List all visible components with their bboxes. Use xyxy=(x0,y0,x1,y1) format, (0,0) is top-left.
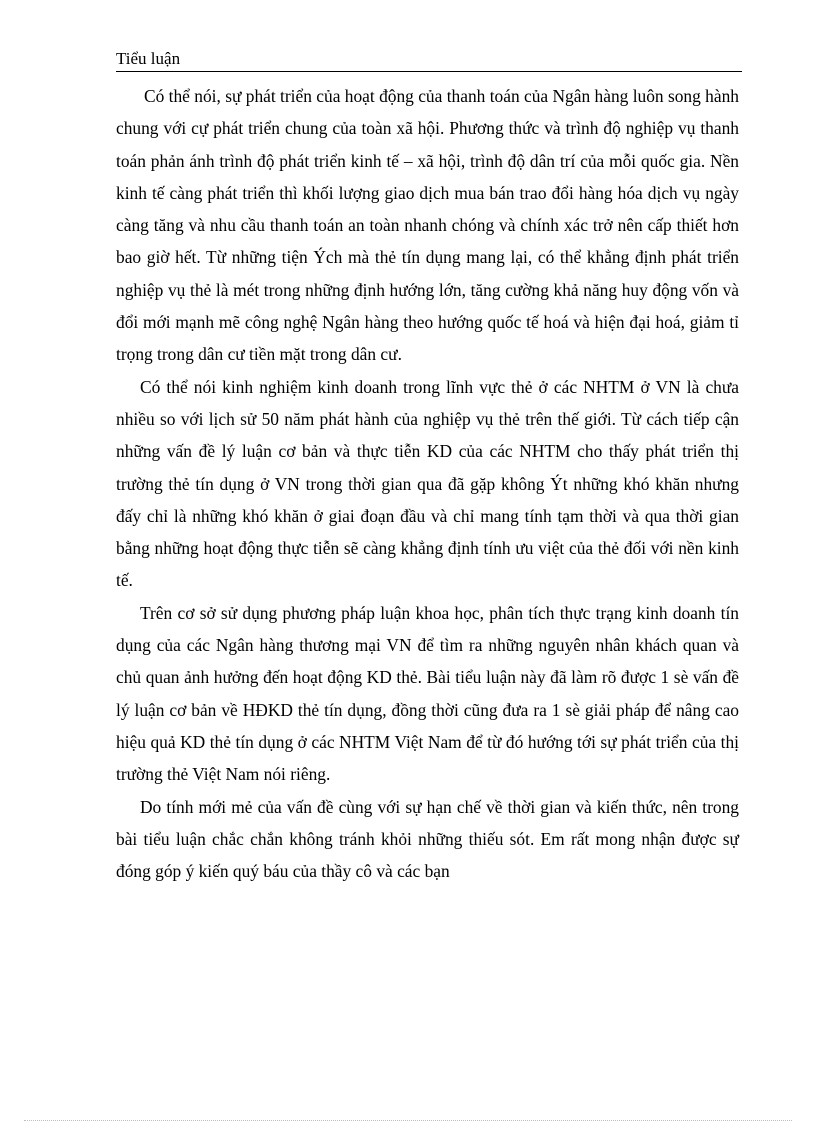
page-header xyxy=(116,48,742,72)
paragraph-3: Trên cơ sở sử dụng phương pháp luận khoa học, phân tích thực trạng kinh doanh tín dụng của các Ngân hàng thương mại VN để tìm ra những nguyên nhân khách quan và chủ quan ảnh hưởng đến hoạt động KD thẻ. Bài tiểu luận này đã làm rõ được 1 sè vấn đề lý luận cơ bản về HĐKD thẻ tín dụng, đồng thời cũng đưa ra 1 sè giải pháp để nâng cao hiệu quả KD thẻ tín dụng ở các NHTM Việt Nam để từ đó hướng tới sự phát triển của thị trường thẻ Việt Nam nói riêng. xyxy=(116,602,739,785)
paragraph-1: Có thể nói, sự phát triển của hoạt động của thanh toán của Ngân hàng luôn song hành chung với cự phát triển chung của toàn xã hội. Phương thức và trình độ nghiệp vụ thanh toán phản ánh trình độ phát triển kinh tế – xã hội, trình độ dân trí của mỗi quốc gia. Nền kinh tế càng phát triển thì khối lượng giao dịch mua bán trao đổi hàng hóa dịch vụ ngày càng tăng và nhu cầu thanh toán an toàn nhanh chóng và chính xác trở nên cấp thiết hơn bao giờ hết. Từ những tiện Ých mà thẻ tín dụng mang lại, có thể khẳng định phát triển nghiệp vụ thẻ là mét trong những định hướng lớn, tăng cường khả năng huy động vốn và đổi mới mạnh mẽ công nghệ Ngân hàng theo hướng quốc tế hoá và hiện đại hoá, giảm tỉ trọng trong dân cư tiền mặt trong dân cư. xyxy=(116,86,739,365)
header-title: Tiểu luận xyxy=(116,49,181,68)
page-bottom-rule xyxy=(24,1120,792,1121)
document-body xyxy=(116,80,739,887)
paragraph-4: Do tính mới mẻ của vấn đề cùng với sự hạn chế về thời gian và kiến thức, nên trong bài tiểu luận chắc chắn không tránh khỏi những thiếu sót. Em rất mong nhận được sự đóng góp ý kiến quý báu của thầy cô và các bạn xyxy=(116,796,739,882)
paragraph-2: Có thể nói kinh nghiệm kinh doanh trong lĩnh vực thẻ ở các NHTM ở VN là chưa nhiều so với lịch sử 50 năm phát hành của nghiệp vụ thẻ trên thế giới. Từ cách tiếp cận những vấn đề lý luận cơ bản và thực tiễn KD của các NHTM cho thấy phát triển thị trường thẻ tín dụng ở VN trong thời gian qua đã gặp không Ýt những khó khăn nhưng đấy chỉ là những khó khăn ở giai đoạn đầu và chỉ mang tính tạm thời và qua thời gian bằng những hoạt động thực tiễn sẽ càng khẳng định tính ưu việt của thẻ đối với nền kinh tế. xyxy=(116,376,739,591)
